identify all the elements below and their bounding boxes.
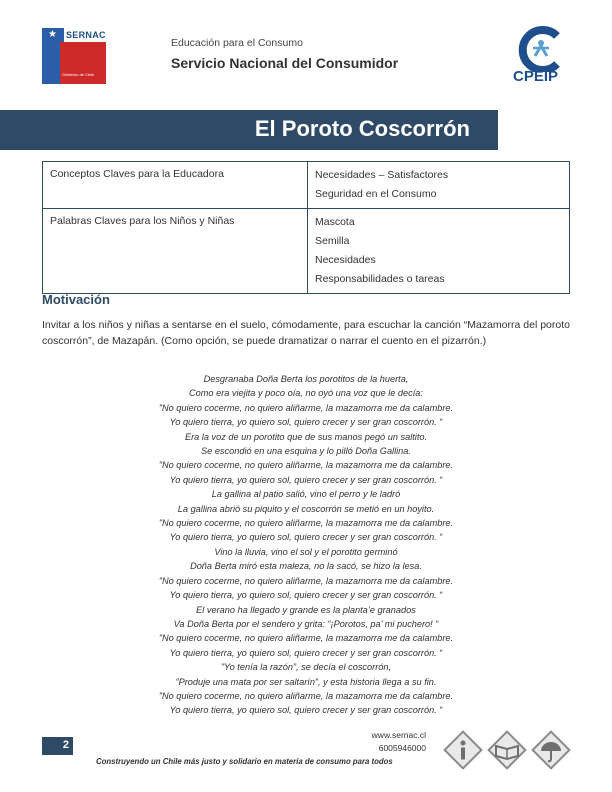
phone-text: 6005946000 [378,743,426,753]
page-title: El Poroto Coscorrón [254,116,470,141]
page-number: 2 [62,739,69,751]
section-heading: Motivación [42,292,110,307]
page-number-box [42,737,73,755]
poem-line: El verano ha llegado y grande es la planta’e granados [196,604,416,615]
poem-line: ”No quiero cocerme, no quiero aliñarme, la mazamorra me da calambre. [158,575,454,586]
sernac-logo [42,28,106,84]
book-icon [486,729,528,771]
table-value: Mascota [315,216,355,228]
poem-line: Desgranaba Doña Berta los porotitos de la huerta, [203,374,409,384]
pre-title: Educación para el Consumo [171,37,303,49]
table-cell-label: Conceptos Claves para la Educadora [43,162,308,209]
table-value: Responsabilidades o tareas [315,273,445,285]
poem-line: Va Doña Berta por el sendero y grita: “¡Porotos, pa’ mi puchero! “ [173,618,439,629]
poem [42,372,570,718]
table-value: Necesidades – Satisfactores [315,169,449,181]
poem-line: Era la voz de un porotito que de sus manos pegó un saltito. [184,431,428,442]
table-value: Semilla [315,235,350,247]
footer-tagline: Construyendo un Chile más justo y solidario en materia de consumo para todos [96,757,393,766]
poem-line: Yo quiero tierra, yo quiero sol, quiero crecer y ser gran coscorrón. “ [169,590,443,601]
table-row [43,162,570,209]
poem-line: Yo quiero tierra, yo quiero sol, quiero crecer y ser gran coscorrón. “ [169,532,443,543]
poem-line: Como era viejita y poco oía, no oyó una voz que le decía: [189,388,423,399]
poem-line: ”No quiero cocerme, no quiero aliñarme, la mazamorra me da calambre. [158,402,454,413]
star-icon: ★ [48,29,57,40]
poem-line: Yo quiero tierra, yo quiero sol, quiero crecer y ser gran coscorrón. “ [169,647,443,658]
poem-line: Doña Berta miró esta maleza, no la sacó, se hizo la lesa. [190,561,422,572]
logo-text: SERNAC [66,30,106,40]
concepts-table [42,161,570,294]
poem-line: Se escondió en una esquina y lo pilló Doña Gallina. [201,446,411,457]
table-row [43,209,570,294]
logo-subtext: Gobierno de Chile [62,72,95,77]
poem-line: Yo quiero tierra, yo quiero sol, quiero crecer y ser gran coscorrón. “ [169,474,443,485]
umbrella-icon [530,729,572,771]
cpeip-text: CPEIP [513,68,559,85]
footer-contact [360,729,426,755]
poem-line: ”Yo tenía la razón”, se decía el coscorrón, [220,662,392,673]
cpeip-emblem-icon [511,26,571,72]
poem-line: ”No quiero cocerme, no quiero aliñarme, la mazamorra me da calambre. [158,690,454,701]
poem-line: ”No quiero cocerme, no quiero aliñarme, la mazamorra me da calambre. [158,518,454,529]
table-cell-label: Palabras Claves para los Niños y Niñas [43,209,308,294]
poem-line: ”No quiero cocerme, no quiero aliñarme, la mazamorra me da calambre. [158,460,454,471]
website-text: www.sernac.cl [371,730,426,740]
poem-line: ”No quiero cocerme, no quiero aliñarme, la mazamorra me da calambre. [158,633,454,644]
poem-line: ”Produje una mata por ser saltarín”, y esta historia llega a su fin. [175,676,437,687]
poem-line: La gallina abrió su piquito y el coscorrón se metió en un hoyito. [177,503,435,514]
organization-title: Servicio Nacional del Consumidor [171,55,399,71]
poem-line: La gallina al patio salió, vino el perro y le ladró [211,489,401,500]
intro-paragraph: Invitar a los niños y niñas a sentarse en el suelo, cómodamente, para escuchar la canción “Mazamorra del poroto coscorrón”, de Mazapán. (Como opción, se puede dramatizar o narrar el cuento en el pizarrón.) [42,319,570,347]
poem-line: Vino la lluvia, vino el sol y el porotito germinó [214,546,398,557]
poem-line: Yo quiero tierra, yo quiero sol, quiero crecer y ser gran coscorrón. “ [169,417,443,428]
table-value: Seguridad en el Consumo [315,188,437,200]
poem-line: Yo quiero tierra, yo quiero sol, quiero crecer y ser gran coscorrón. “ [169,705,443,716]
table-cell-values [308,162,570,209]
table-value: Necesidades [315,254,376,266]
title-band [0,110,498,150]
info-icon [442,729,484,771]
table-cell-values [308,209,570,294]
cpeip-logo [511,26,571,88]
